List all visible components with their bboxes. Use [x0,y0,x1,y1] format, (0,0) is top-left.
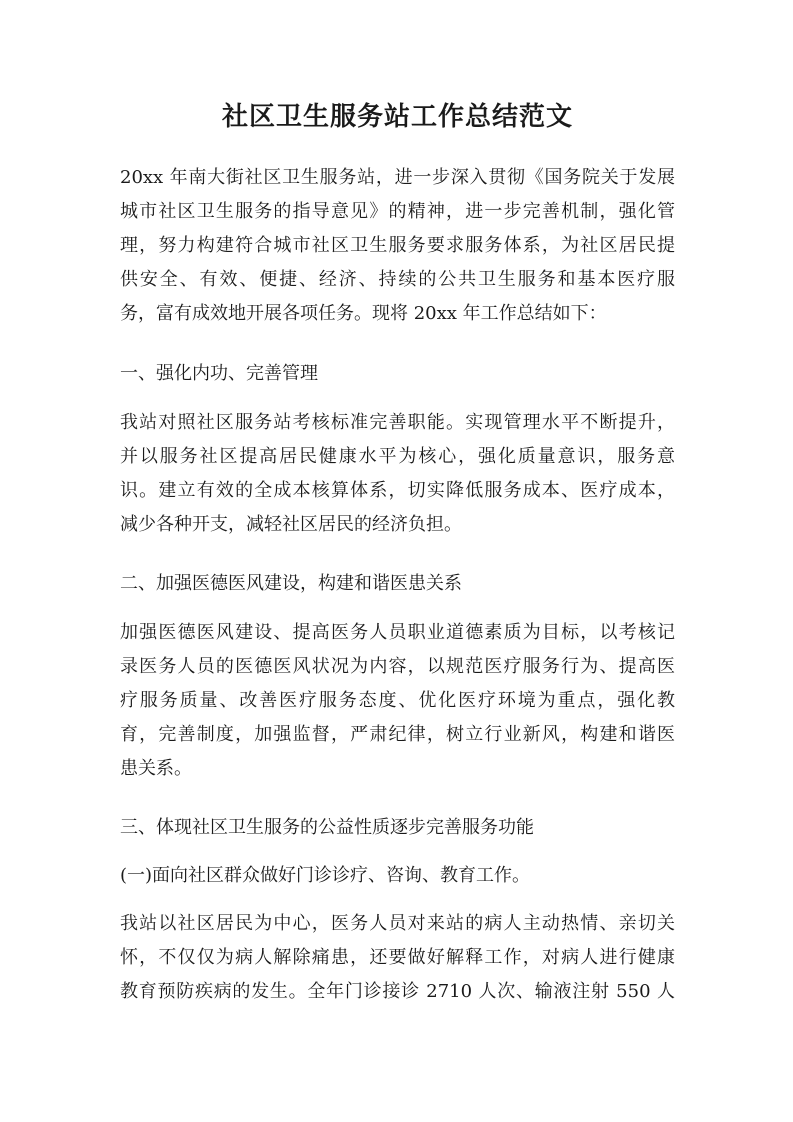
intro-paragraph [120,161,675,331]
document-title: 社区卫生服务站工作总结范文 [221,102,573,132]
section3-subheading: (一)面向社区群众做好门诊诊疗、咨询、教育工作。 [120,865,531,886]
section2-line: 育，完善制度，加强监督，严肃纪律，树立行业新风，构建和谐医 [120,724,675,745]
section1-paragraph [120,406,675,542]
section1-line: 我站对照社区服务站考核标准完善职能。实现管理水平不断提升， [120,412,675,433]
section1-line: 识。建立有效的全成本核算体系，切实降低服务成本、医疗成本， [120,480,675,501]
intro-line: 供安全、有效、便捷、经济、持续的公共卫生服务和基本医疗服 [120,269,675,290]
section3-line: 我站以社区居民为中心，医务人员对来站的病人主动热情、亲切关 [120,913,675,934]
section2-line: 患关系。 [120,758,192,779]
section3-heading: 三、体现社区卫生服务的公益性质逐步完善服务功能 [120,817,534,838]
section3-line: 教育预防疾病的发生。全年门诊接诊 2710 人次、输液注射 550 人 [120,981,675,1002]
section2-line: 录医务人员的医德医风状况为内容，以规范医疗服务行为、提高医 [120,656,675,677]
section1-line: 并以服务社区提高居民健康水平为核心，强化质量意识，服务意 [120,446,675,467]
intro-line: 务，富有成效地开展各项任务。现将 20xx 年工作总结如下： [120,303,607,324]
section3-line: 怀，不仅仅为病人解除痛患，还要做好解释工作，对病人进行健康 [120,947,675,968]
section2-line: 疗服务质量、改善医疗服务态度、优化医疗环境为重点，强化教 [120,690,675,711]
intro-line: 城市社区卫生服务的指导意见》的精神，进一步完善机制，强化管 [120,201,675,222]
intro-line: 20xx 年南大街社区卫生服务站，进一步深入贯彻《国务院关于发展 [120,167,675,188]
section2-line: 加强医德医风建设、提高医务人员职业道德素质为目标，以考核记 [120,622,675,643]
section1-heading: 一、强化内功、完善管理 [120,363,318,384]
section3-sub1-paragraph [120,907,675,1009]
section2-heading: 二、加强医德医风建设，构建和谐医患关系 [120,573,462,594]
section1-line: 减少各种开支，减轻社区居民的经济负担。 [120,514,462,535]
section2-paragraph [120,616,675,786]
intro-line: 理，努力构建符合城市社区卫生服务要求服务体系，为社区居民提 [120,235,675,256]
